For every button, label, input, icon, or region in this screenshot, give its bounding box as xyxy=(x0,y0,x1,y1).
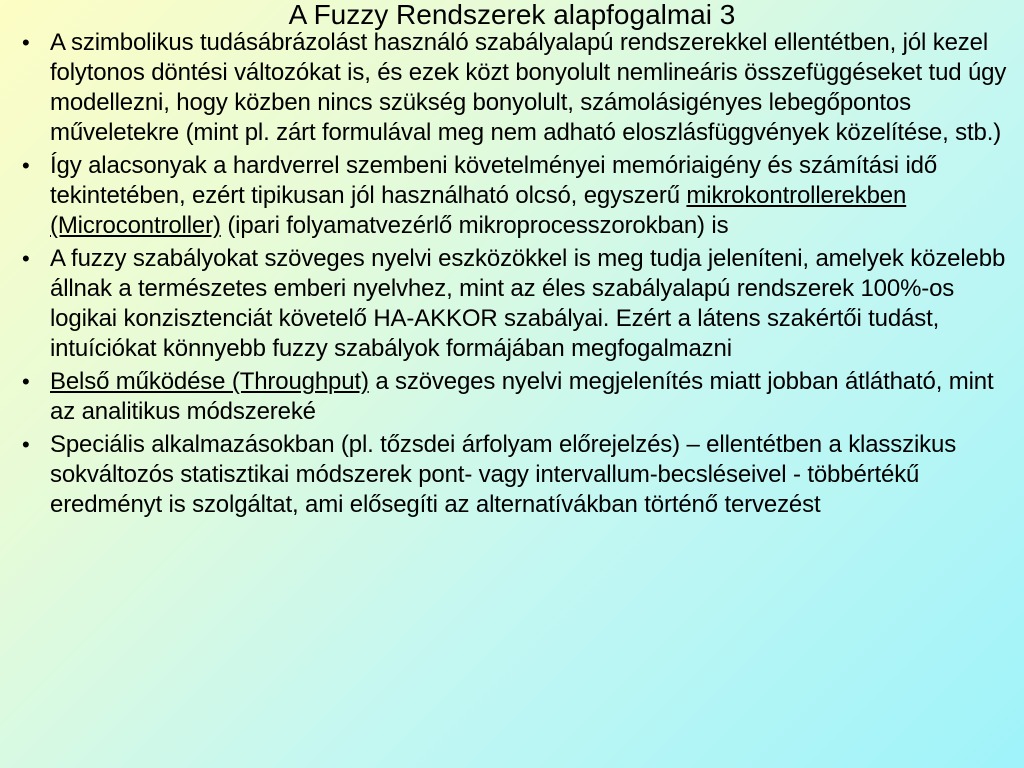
bullet-text: A fuzzy szabályokat szöveges nyelvi eszközökkel is meg tudja jeleníteni, amelyek közelebb állnak a természetes emberi nyelvhez, mint az éles szabályalapú rendszerek 100%-os logikai konzisztenciát követelő HA-AKKOR szabályai. Ezért a látens szakértői tudást, intuíciókat könnyebb fuzzy szabályok formájában megfogalmazni xyxy=(50,245,1006,362)
bullet-icon: • xyxy=(22,432,30,457)
bullet-item-3 xyxy=(22,244,1017,364)
bullet-item-4 xyxy=(22,367,1017,427)
bullet-item-5 xyxy=(22,430,1017,520)
bullet-icon: • xyxy=(22,153,30,178)
bullet-text-after: a szöveges nyelvi megjelenítés miatt jobban átlátható, mint az analitikus módszereké xyxy=(50,368,994,425)
bullet-item-1 xyxy=(22,28,1017,148)
bullet-item-2 xyxy=(22,151,1017,241)
bullet-text-before: Így alacsonyak a hardverrel szembeni követelményei memóriaigény és számítási idő tekintetében, ezért tipikusan jól használható olcsó, egyszerű xyxy=(50,152,938,209)
bullet-icon: • xyxy=(22,246,30,271)
bullet-text-after: (ipari folyamatvezérlő mikroprocesszorokban) is xyxy=(220,212,729,239)
throughput-link[interactable]: Belső működése (Throughput) xyxy=(50,368,369,395)
bullet-icon: • xyxy=(22,30,30,55)
microcontroller-link[interactable]: mikrokontrollerekben (Microcontroller) xyxy=(50,182,907,239)
bullet-text: A szimbolikus tudásábrázolást használó szabályalapú rendszerekkel ellentétben, jól kezel folytonos döntési változókat is, és ezek közt bonyolult nemlineáris összefüggéseket tud úgy modellezni, hogy közben nincs szükség bonyolult, számolásigényes lebegőpontos műveletekre (mint pl. zárt formulával meg nem adható eloszlásfüggvények közelítése, stb.) xyxy=(50,29,1007,146)
bullet-icon: • xyxy=(22,369,30,394)
bullet-text: Speciális alkalmazásokban (pl. tőzsdei árfolyam előrejelzés) – ellentétben a klasszikus sokváltozós statisztikai módszerek pont- vagy intervallum-becsléseivel - többértékű eredményt is szolgáltat, ami elősegíti az alternatívákban történő tervezést xyxy=(50,431,957,518)
bullet-list xyxy=(22,28,1017,523)
slide-title: A Fuzzy Rendszerek alapfogalmai 3 xyxy=(288,0,736,30)
